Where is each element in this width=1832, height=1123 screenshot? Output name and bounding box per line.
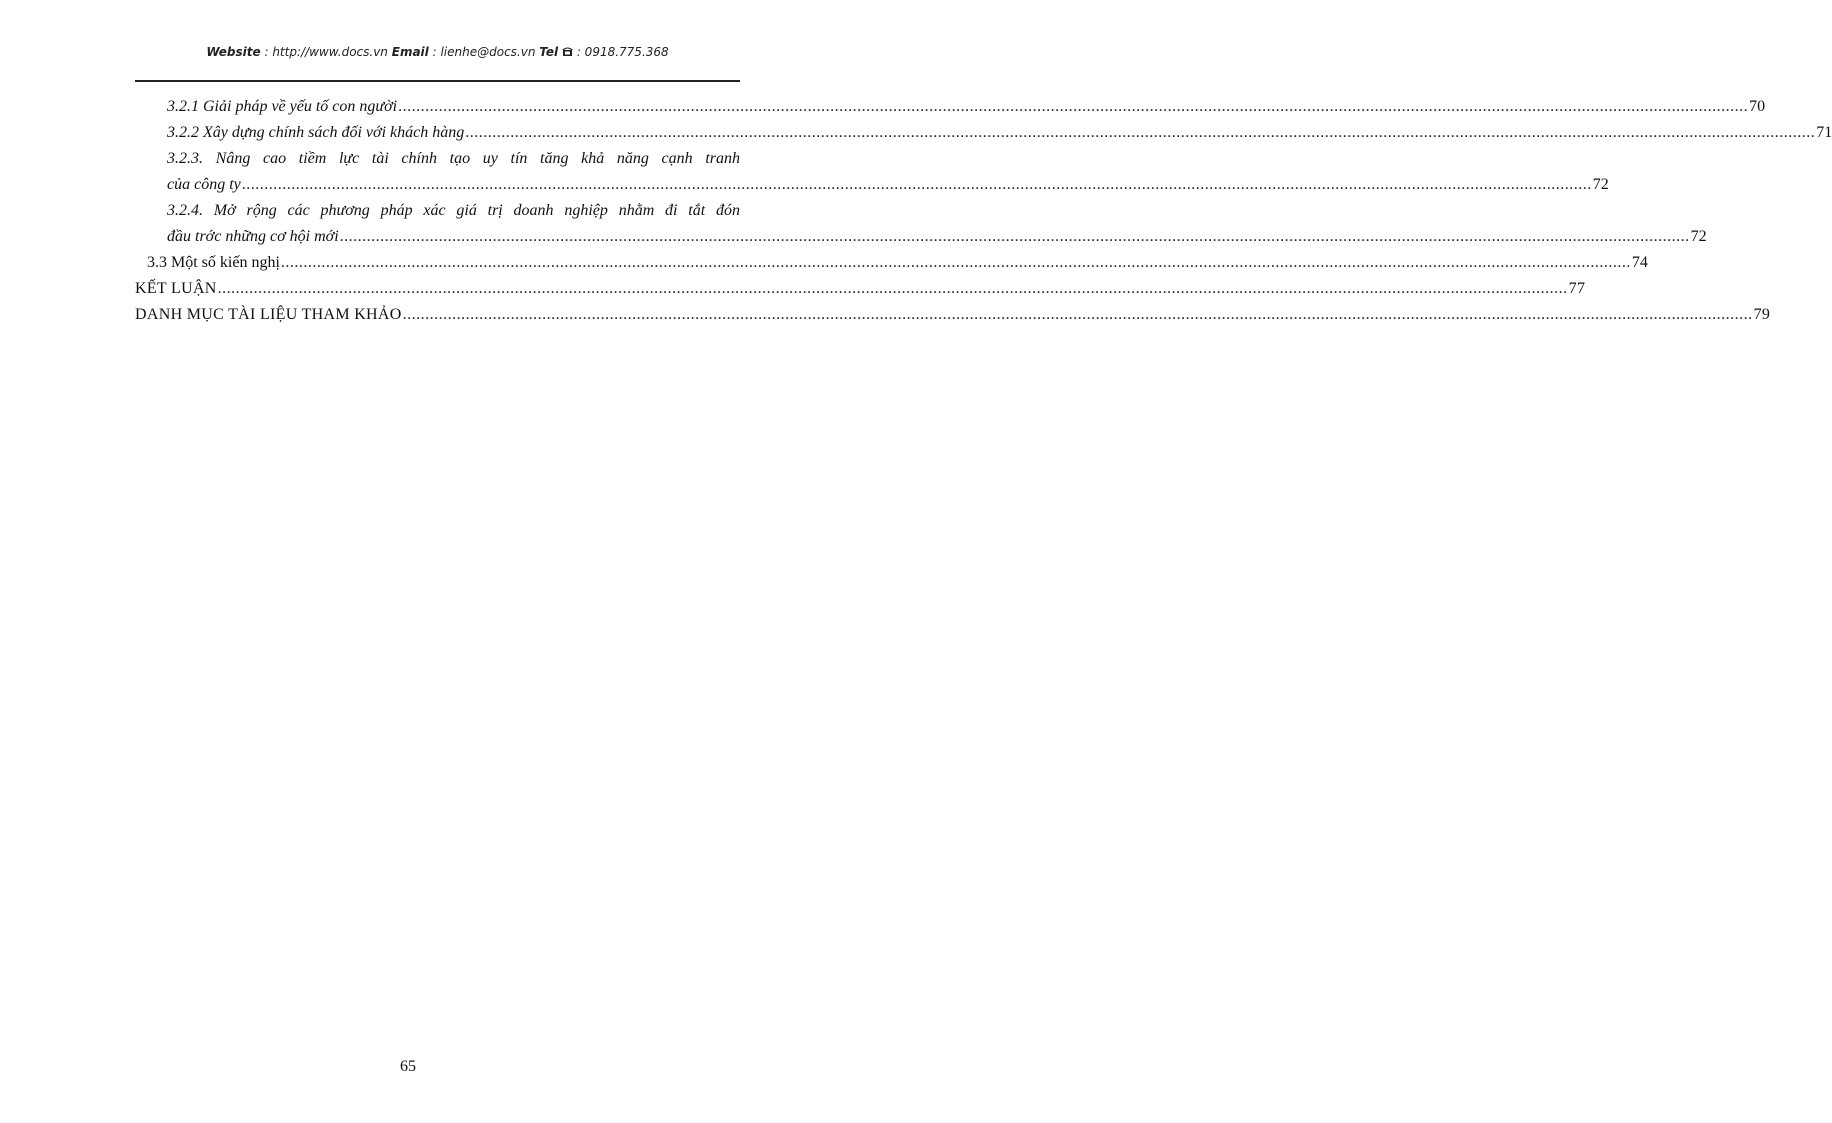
toc-entry-page: 70 bbox=[1749, 98, 1766, 115]
toc-leader-dots: ............................................................................................................................................................................................................................................................................................................ bbox=[280, 254, 1631, 271]
toc-entry-3-2-2[interactable] bbox=[135, 120, 1832, 146]
website-value: : http://www.docs.vn bbox=[264, 45, 388, 59]
phone-icon bbox=[562, 46, 573, 60]
toc-entry-page: 71 bbox=[1816, 124, 1832, 141]
toc-entry-title: 3.2.1 Giải pháp về yếu tố con người bbox=[167, 98, 398, 115]
toc-leader-dots: ............................................................................................................................................................................................................................................................................................................ bbox=[339, 228, 1690, 245]
toc-entry-tai-lieu[interactable] bbox=[135, 302, 1771, 328]
toc-leader-dots: ............................................................................................................................................................................................................................................................................................................ bbox=[402, 306, 1753, 323]
toc-entry-page: 77 bbox=[1568, 280, 1586, 297]
toc-entry-title: 3.2.3. Nâng cao tiềm lực tài chính tạo uy tín tăng khả năng cạnh tranh bbox=[167, 150, 740, 167]
email-value: : lienhe@docs.vn bbox=[432, 45, 536, 59]
table-of-contents bbox=[135, 94, 1832, 328]
toc-leader-dots: ............................................................................................................................................................................................................................................................................................................ bbox=[465, 124, 1816, 141]
toc-entry-title-cont: đầu trớc những cơ hội mới bbox=[167, 228, 339, 245]
toc-entry-title: 3.2.2 Xây dựng chính sách đối với khách hàng bbox=[167, 124, 465, 141]
toc-entry-title: 3.2.4. Mở rộng các phương pháp xác giá trị doanh nghiệp nhằm đi tắt đón bbox=[167, 202, 740, 219]
tel-value: : 0918.775.368 bbox=[576, 45, 669, 59]
tel-label: Tel bbox=[539, 45, 559, 59]
toc-entry-ket-luan[interactable] bbox=[135, 276, 1586, 302]
website-label: Website bbox=[206, 45, 261, 59]
toc-entry-title-cont: của công ty bbox=[167, 176, 241, 193]
page-header bbox=[135, 45, 740, 60]
toc-leader-dots: ............................................................................................................................................................................................................................................................................................................ bbox=[241, 176, 1592, 193]
page-number: 65 bbox=[400, 1058, 416, 1075]
toc-entry-3-3[interactable] bbox=[135, 250, 1648, 276]
toc-leader-dots: ............................................................................................................................................................................................................................................................................................................ bbox=[398, 98, 1749, 115]
toc-entry-title: 3.3 Một số kiến nghị bbox=[147, 254, 280, 271]
toc-leader-dots: ............................................................................................................................................................................................................................................................................................................ bbox=[217, 280, 1568, 297]
toc-entry-page: 72 bbox=[1690, 228, 1707, 245]
toc-entry-3-2-4[interactable] bbox=[135, 198, 1707, 250]
toc-entry-3-2-3[interactable] bbox=[135, 146, 1609, 198]
toc-entry-page: 72 bbox=[1592, 176, 1609, 193]
toc-entry-page: 79 bbox=[1753, 306, 1771, 323]
toc-entry-title: DANH MỤC TÀI LIỆU THAM KHẢO bbox=[135, 306, 402, 323]
toc-entry-page: 74 bbox=[1631, 254, 1648, 271]
header-rule bbox=[135, 80, 740, 82]
toc-entry-title: KẾT LUẬN bbox=[135, 280, 217, 297]
email-label: Email bbox=[391, 45, 429, 59]
toc-entry-3-2-1[interactable] bbox=[135, 94, 1766, 120]
